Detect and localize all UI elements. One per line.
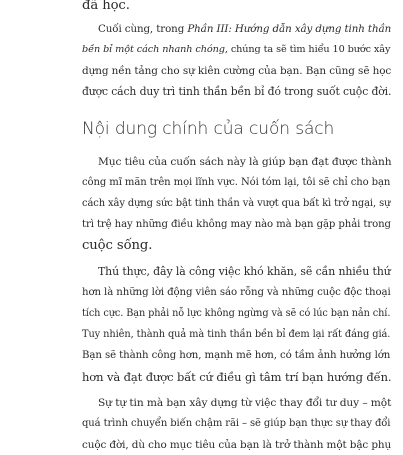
para1-line3: dựng nền tảng cho sự kiên cường của bạn. Bạn cũng sẽ học [82,65,392,77]
para3-line6: hơn và đạt được bất cứ điều gì tâm trí bạn hướng đến. [82,370,392,384]
para2-line1: Mục tiêu của cuốn sách này là giúp bạn đạt được thành [98,155,392,168]
para4-line3: cuộc đời, dù cho mục tiêu của bạn là trở thành một bậc phụ [82,439,392,451]
para1-line4: được cách duy trì tinh thần bền bỉ đó trong suốt cuộc đời. [82,85,392,98]
para2-line4: trì trệ hay những điều không may nào mà bạn gặp phải trong [82,219,391,230]
para1-line2 [82,40,391,60]
para3-line2: hơn là những lời động viên sáo rỗng và những cuộc độc thoại [82,287,391,298]
para3-line3: tích cực. Bạn phải nỗ lực không ngừng và sẽ có lúc bạn nản chí. [82,308,391,319]
para3-line1: Thú thực, đây là công việc khó khăn, sẽ cần nhiều thứ [98,265,391,278]
para4-line2: quá trình chuyển biến chậm rãi – sẽ giúp bạn thực sự thay đổi [82,418,391,429]
para3-line5: Bạn sẽ thành công hơn, mạnh mẽ hơn, có tầm ảnh hưởng lớn [82,350,391,361]
top-fragment-line: đã học. [82,0,130,13]
para1-line1-text: Cuối cùng, trong [98,23,188,35]
para1-line1 [98,19,403,39]
para2-line3: cách xây dựng sức bật tinh thần và vượt qua bất kì trở ngại, sự [82,198,391,209]
section-heading: Nội dung chính của cuốn sách [82,119,335,139]
para1-line2-text: , chúng ta sẽ tìm hiểu 10 bước xây [224,44,391,55]
para2-line5: cuộc sống. [82,238,153,253]
part-three-title-italic-cont: bền bỉ một cách nhanh chóng [82,44,225,55]
part-three-title-italic: Phần III: Hướng dẫn xây dựng tinh thần [187,23,392,35]
para2-line2: công mĩ mãn trên mọi lĩnh vực. Nói tóm lại, tôi sẽ chỉ cho bạn [82,177,391,188]
para4-line1: Sự tự tin mà bạn xây dựng từ việc thay đổi tư duy – một [98,396,392,409]
para3-line4: Tuy nhiên, thành quả mà tinh thần bền bỉ đem lại rất đáng giá. [82,329,391,340]
